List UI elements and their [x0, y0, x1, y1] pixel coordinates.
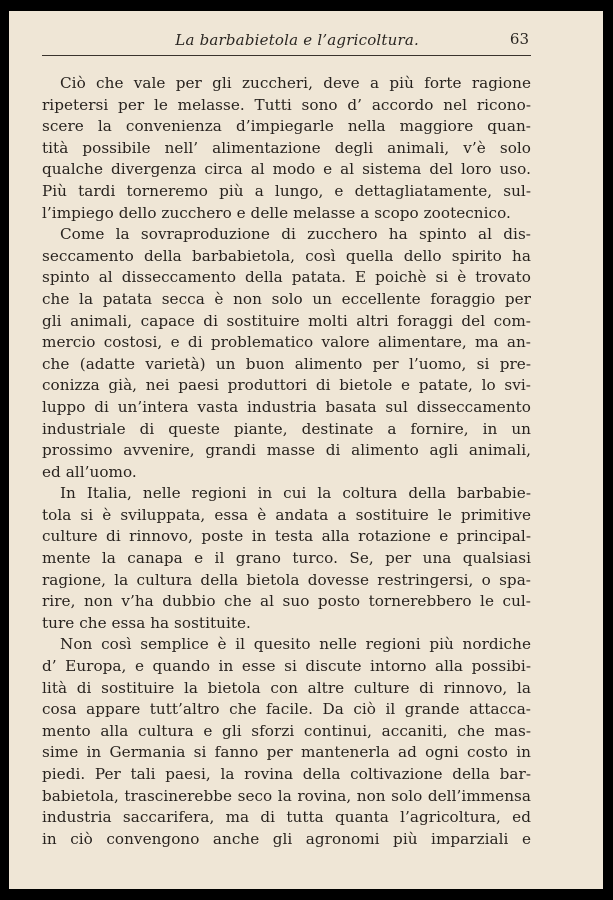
body-text — [42, 73, 531, 850]
text-line: Non così semplice è il quesito nelle regioni più nordiche — [60, 635, 531, 654]
text-line: l’impiego dello zucchero e delle melasse a scopo zootecnico. — [42, 203, 511, 222]
text-line: scere la convenienza d’impiegarle nella maggiore quan- — [42, 117, 531, 136]
text-line: industria saccarifera, ma di tutta quanta l’agricoltura, ed — [42, 808, 531, 827]
text-line: ripetersi per le melasse. Tutti sono d’ accordo nel ricono- — [42, 95, 531, 114]
text-line: Come la sovraproduzione di zucchero ha spinto al dis- — [60, 225, 531, 244]
text-line: mento alla cultura e gli sforzi continui, accaniti, che mas- — [42, 721, 531, 740]
text-line: In Italia, nelle regioni in cui la coltura della barbabie- — [60, 484, 531, 503]
text-line: Più tardi torneremo più a lungo, e dettagliatamente, sul- — [42, 181, 531, 200]
text-line: in ciò convengono anche gli agronomi più imparziali e — [42, 829, 531, 848]
text-line: che la patata secca è non solo un eccellente foraggio per — [42, 289, 531, 308]
text-line: conizza già, nei paesi produttori di bietole e patate, lo svi- — [42, 376, 531, 395]
book-page — [9, 11, 603, 889]
text-line: cosa appare tutt’altro che facile. Da ciò il grande attacca- — [42, 700, 531, 719]
text-line: d’ Europa, e quando in esse si discute intorno alla possibi- — [42, 657, 531, 676]
page-number: 63 — [509, 30, 529, 48]
text-line: industriale di queste piante, destinate a fornire, in un — [42, 419, 531, 438]
text-line: ragione, la cultura della bietola dovesse restringersi, o spa- — [42, 570, 531, 589]
text-line: piedi. Per tali paesi, la rovina della coltivazione della bar- — [42, 765, 531, 783]
text-line: culture di rinnovo, poste in testa alla rotazione e principal- — [42, 527, 531, 546]
text-line: luppo di un’intera vasta industria basata sul disseccamento — [42, 397, 531, 416]
text-line: che (adatte varietà) un buon alimento per l’uomo, si pre- — [42, 354, 531, 373]
text-line: mente la canapa e il grano turco. Se, per una qualsiasi — [42, 549, 531, 568]
text-line: qualche divergenza circa al modo e al sistema del loro uso. — [42, 160, 531, 179]
text-line: rire, non v’ha dubbio che al suo posto tornerebbero le cul- — [42, 592, 531, 611]
text-line: prossimo avvenire, grandi masse di alimento agli animali, — [42, 441, 531, 460]
running-title: La barbabietola e l’agricoltura. — [175, 31, 419, 49]
text-line: babietola, trascinerebbe seco la rovina, non solo dell’immensa — [42, 786, 531, 805]
text-line: seccamento della barbabietola, così quella dello spirito ha — [42, 246, 531, 265]
text-line: sime in Germania si fanno per mantenerla ad ogni costo in — [42, 743, 531, 762]
text-line: gli animali, capace di sostituire molti altri foraggi del com- — [42, 311, 531, 330]
text-line: ture che essa ha sostituite. — [42, 613, 251, 632]
text-line: Ciò che vale per gli zuccheri, deve a più forte ragione — [60, 74, 531, 92]
text-line: spinto al disseccamento della patata. E poichè si è trovato — [42, 268, 531, 287]
text-line: lità di sostituire la bietola con altre culture di rinnovo, la — [42, 678, 531, 697]
text-line: mercio costosi, e di problematico valore alimentare, ma an- — [42, 333, 531, 352]
header-rule — [42, 55, 531, 56]
text-line: tità possibile nell’ alimentazione degli animali, v’è solo — [42, 138, 531, 157]
text-line: ed all’uomo. — [42, 462, 137, 481]
text-line: tola si è sviluppata, essa è andata a sostituire le primitive — [42, 505, 531, 524]
